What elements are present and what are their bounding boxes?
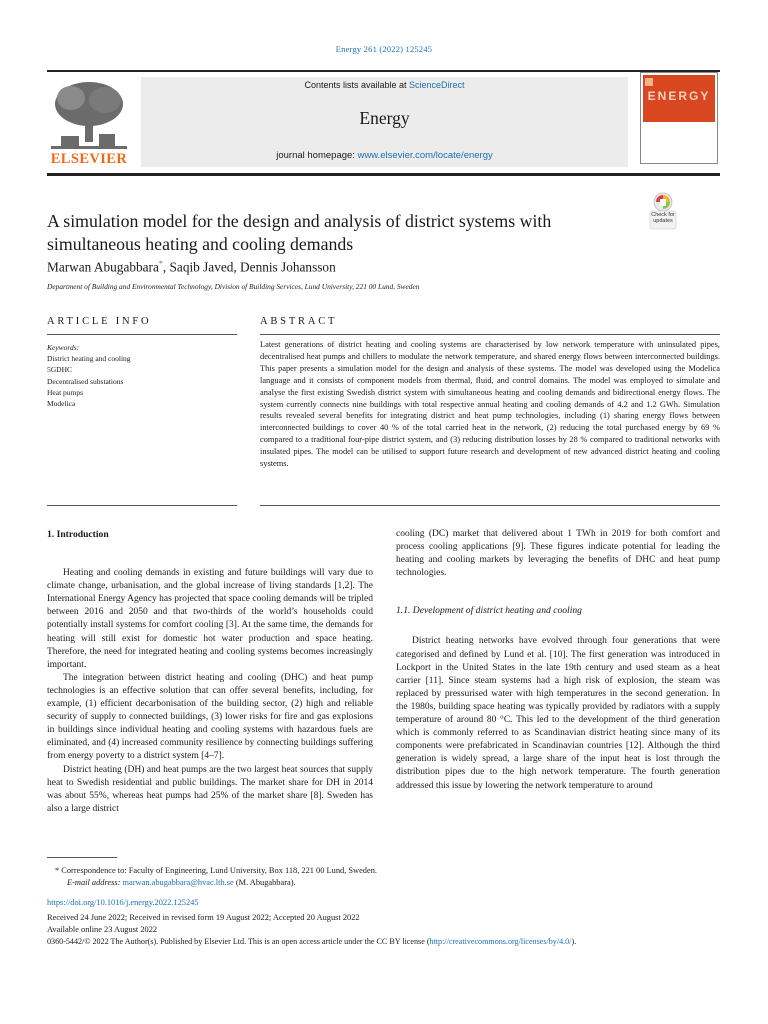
article-history: [47, 912, 360, 936]
section-heading-introduction: 1. Introduction: [47, 529, 109, 540]
article-info-bottom-rule: [47, 505, 237, 506]
license-prefix: 0360-5442/© 2022 The Author(s). Published by Elsevier Ltd. This is an open access article under the CC BY license (: [47, 937, 430, 946]
body-column-left: [47, 528, 373, 816]
contents-prefix: Contents lists available at: [304, 80, 410, 90]
article-title: A simulation model for the design and analysis of district systems with simultaneous heating and cooling demands: [47, 211, 552, 254]
correspondence-line: [47, 865, 720, 877]
homepage-prefix: journal homepage:: [276, 150, 358, 161]
journal-title: Energy: [359, 108, 410, 128]
article-info-rule: [47, 334, 237, 335]
intro-paragraph-1: Heating and cooling demands in existing and future buildings will vary due to climate change, urbanisation, and the global increase of living standards [1,2]. The International Energy Agency has projected that space cooling demands will be tripled between 2016 and 2050 and that two-thirds of the world’s households could potentially install systems for comfort cooling [3]. At the same time, the demands for heating will still exist for domestic hot water production and space heating. Therefore, the need for integrated heating and cooling systems becomes increasingly important.: [47, 568, 373, 670]
elsevier-wordmark: ELSEVIER: [50, 151, 128, 167]
correspondence-text: Correspondence to: Faculty of Engineering, Lund University, Box 118, 221 00 Lund, Sweden.: [59, 866, 377, 875]
keywords-label: Keywords:: [47, 343, 80, 352]
homepage-line: [141, 150, 628, 161]
license-line: [47, 937, 747, 946]
check-for-updates-icon[interactable]: [644, 191, 682, 231]
email-line: [47, 877, 720, 889]
abstract-heading: ABSTRACT: [260, 316, 338, 327]
doi-link[interactable]: https://doi.org/10.1016/j.energy.2022.125245: [47, 898, 199, 907]
intro-paragraph-3: District heating (DH) and heat pumps are the two largest heat sources that supply heat to Swedish residential and public buildings. The market share for DH in 2014 was about 55%, whereas heat pumps had 25% of the market share [8]. Sweden has also a large district: [47, 764, 373, 814]
received-dates: Received 24 June 2022; Received in revised form 19 August 2022; Accepted 20 August 2022: [47, 913, 360, 922]
footnote-mark: *: [55, 866, 60, 875]
abstract-bottom-rule: [260, 505, 720, 506]
keyword-item: Modelica: [47, 399, 76, 409]
email-suffix: (M. Abugabbara).: [233, 878, 296, 887]
dhc-paragraph-1: District heating networks have evolved through four generations that were categorised and defined by Lund et al. [10]. The first generation was introduced in Lockport in the United States in the late 19th century and used steam as a heat carrier [11]. Since steam systems had a high risk of explosion, the steam was replaced by pressurised water with high temperatures in the second generation. In the 1980s, building space heating was typically provided by radiators with a supply temperature of around 80 °C. This led to the development of the third generation which is commonly referred to as Scandinavian district heating since many of its components were prefabricated in Scandinavian countries [12]. Although the third generation is widely spread, a large share of the input heat is lost through the distribution pipes due to the high network temperature. The fourth generation addressed this issue by lowering the network temperature to around: [396, 636, 720, 791]
abstract-text: Latest generations of district heating and cooling systems are characterised by low network temperature with uninsulated pipes, decentralised heat pumps and chillers to modulate the network temperature, and shared energy flows between interconnected buildings. This paper presents a simulation model for the design and analysis of these systems. The model was developed using the Modelica language and it consists of component models from thermal, fluid, and control domains. The model was employed to simulate and analyse the first existing Swedish district system with simultaneous heating and cooling demands and bidirectional energy flows. The system currently connects nine buildings with total respective annual heating and cooling demands of 4.2 and 1.2 GWh. Simulation results revealed several benefits for integrating district and heat pump technologies, including (1) sharing energy flows between interconnected buildings to cover 40 % of the total carried heat in the network, (2) reducing the total purchased energy by 69 % compared to a traditional four-pipe district system, and (3) reducing distribution losses by 28 % compared to traditional networks with insulated pipes. The model can be utilised to support future research and development of new advanced district heating and cooling systems.: [260, 340, 720, 469]
available-online: Available online 23 August 2022: [47, 925, 158, 934]
journal-cover-thumbnail[interactable]: [640, 72, 718, 164]
author-list: [47, 259, 336, 275]
keyword-item: 5GDHC: [47, 365, 73, 375]
keyword-item: Heat pumps: [47, 387, 84, 397]
sciencedirect-link[interactable]: ScienceDirect: [409, 80, 465, 90]
cover-publisher-mark: [645, 78, 653, 86]
homepage-link[interactable]: www.elsevier.com/locate/energy: [357, 150, 493, 161]
affiliation: Department of Building and Environmental Technology, Division of Building Services, Lund University, 221 00 Lund, Sweden: [47, 282, 420, 291]
intro-paragraph-2: The integration between district heating and cooling (DHC) and heat pump technologies is an effective solution that can offer several benefits, including, for example, (1) efficient decarbonisation of the building sector, (2) high and reliable security of supply to connected buildings, (3) lower risks for fire and gas explosions in buildings since individual heating and cooling systems with hazardous fuels are eliminated, and (4) increased community resilience by connecting buildings suffering from energy poverty to a district system [4–7].: [47, 672, 373, 762]
license-suffix: ).: [571, 937, 577, 946]
check-for-updates-label[interactable]: Check for updates: [651, 212, 675, 224]
author-others: , Saqib Javed, Dennis Johansson: [162, 259, 336, 275]
subsection-heading-dhc-development: 1.1. Development of district heating and cooling: [396, 605, 582, 617]
keyword-item: District heating and cooling: [47, 354, 131, 364]
intro-paragraph-continued: cooling (DC) market that delivered about 1 TWh in 2019 for both comfort and process cooling applications [9]. These figures indicate potential for leading the heating and cooling markets by leveraging the benefits of DHC and heat pump technologies.: [396, 529, 720, 579]
email-label: E-mail address:: [67, 878, 123, 887]
abstract-rule: [260, 334, 720, 335]
top-rule: [47, 70, 720, 72]
keyword-item: Decentralised substations: [47, 376, 124, 386]
corresponding-author-mark[interactable]: *: [158, 259, 163, 268]
spacer: [47, 554, 373, 567]
header-rule: [47, 173, 720, 176]
contents-line: [141, 80, 628, 90]
footnote-rule: [47, 857, 117, 858]
body-column-right: [396, 528, 720, 793]
article-info-heading: ARTICLE INFO: [47, 316, 152, 327]
footnote: [47, 865, 720, 889]
journal-citation[interactable]: Energy 261 (2022) 125245: [335, 44, 433, 54]
cc-license-link[interactable]: http://creativecommons.org/licenses/by/4.0/: [429, 937, 572, 946]
email-link[interactable]: marwan.abugabbara@hvac.lth.se: [122, 878, 234, 887]
keywords-block: [47, 342, 237, 409]
author-corresponding[interactable]: Marwan Abugabbara: [47, 259, 159, 275]
cover-wordmark: ENERGY: [647, 89, 711, 103]
